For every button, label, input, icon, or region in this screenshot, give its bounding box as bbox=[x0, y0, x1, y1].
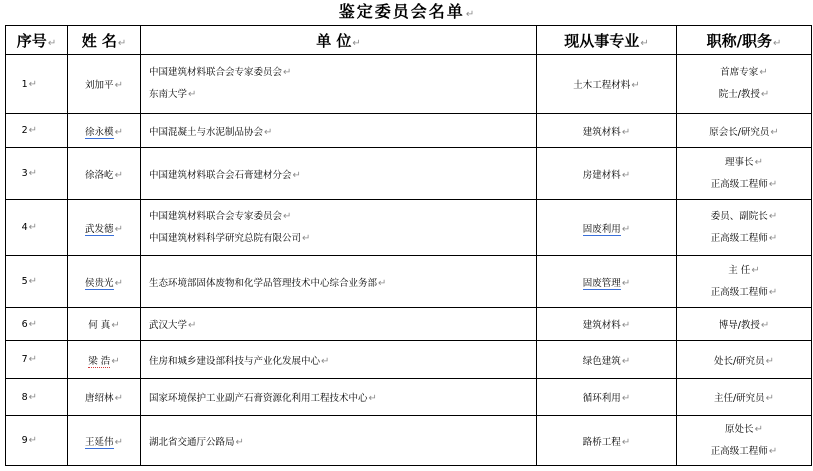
cell-title: 委员、副院长↵ 正高级工程师↵ bbox=[677, 200, 812, 256]
cell-name: 徐洛屹↵ bbox=[68, 148, 141, 200]
cell-name: 王延伟↵ bbox=[68, 416, 141, 466]
cell-seq: 2↵ bbox=[6, 114, 68, 148]
cell-major: 房建材料↵ bbox=[537, 148, 677, 200]
table-row bbox=[6, 308, 812, 341]
cell-name: 刘加平↵ bbox=[68, 55, 141, 114]
header-unit: 单 位↵ bbox=[141, 26, 537, 55]
cell-unit: 中国建筑材料联合会石膏建材分会↵ bbox=[141, 148, 537, 200]
table-row bbox=[6, 416, 812, 466]
cell-title: 主任/研究员↵ bbox=[677, 379, 812, 416]
cell-unit: 中国建筑材料联合会专家委员会↵ 东南大学↵ bbox=[141, 55, 537, 114]
cell-unit: 武汉大学↵ bbox=[141, 308, 537, 341]
cell-seq: 6↵ bbox=[6, 308, 68, 341]
cell-title: 首席专家↵ 院士/教授↵ bbox=[677, 55, 812, 114]
cell-unit: 生态环境部固体废物和化学品管理技术中心综合业务部↵ bbox=[141, 256, 537, 308]
cell-seq: 5↵ bbox=[6, 256, 68, 308]
cell-unit: 中国混凝土与水泥制品协会↵ bbox=[141, 114, 537, 148]
cell-name: 梁 浩↵ bbox=[68, 341, 141, 379]
cell-major: 固废利用↵ bbox=[537, 200, 677, 256]
cell-title: 理事长↵ 正高级工程师↵ bbox=[677, 148, 812, 200]
table-row bbox=[6, 200, 812, 256]
header-name: 姓 名↵ bbox=[68, 26, 141, 55]
cell-name: 唐绍林↵ bbox=[68, 379, 141, 416]
header-title: 职称/职务↵ bbox=[677, 26, 812, 55]
table-row bbox=[6, 341, 812, 379]
cell-title: 原处长↵ 正高级工程师↵ bbox=[677, 416, 812, 466]
cell-name: 武发德↵ bbox=[68, 200, 141, 256]
committee-table bbox=[5, 25, 812, 466]
table-header-row bbox=[6, 26, 812, 55]
cell-name: 何 真↵ bbox=[68, 308, 141, 341]
cell-unit: 住房和城乡建设部科技与产业化发展中心↵ bbox=[141, 341, 537, 379]
header-seq: 序号↵ bbox=[6, 26, 68, 55]
cell-seq: 4↵ bbox=[6, 200, 68, 256]
table-row bbox=[6, 55, 812, 114]
cell-seq: 3↵ bbox=[6, 148, 68, 200]
table-row bbox=[6, 114, 812, 148]
cell-seq: 1↵ bbox=[6, 55, 68, 114]
table-row bbox=[6, 379, 812, 416]
cell-seq: 7↵ bbox=[6, 341, 68, 379]
cell-major: 循环利用↵ bbox=[537, 379, 677, 416]
cell-title: 博导/教授↵ bbox=[677, 308, 812, 341]
cell-name: 侯贵光↵ bbox=[68, 256, 141, 308]
cell-major: 建筑材料↵ bbox=[537, 114, 677, 148]
page-title: 鉴定委员会名单↵ bbox=[338, 2, 475, 21]
cell-seq: 9↵ bbox=[6, 416, 68, 466]
table-row bbox=[6, 256, 812, 308]
cell-title: 处长/研究员↵ bbox=[677, 341, 812, 379]
cell-major: 固废管理↵ bbox=[537, 256, 677, 308]
cell-unit: 湖北省交通厅公路局↵ bbox=[141, 416, 537, 466]
cell-unit: 中国建筑材料联合会专家委员会↵ 中国建筑材料科学研究总院有限公司↵ bbox=[141, 200, 537, 256]
cell-name: 徐永模↵ bbox=[68, 114, 141, 148]
cell-major: 土木工程材料↵ bbox=[537, 55, 677, 114]
cell-title: 原会长/研究员↵ bbox=[677, 114, 812, 148]
cell-title: 主 任↵ 正高级工程师↵ bbox=[677, 256, 812, 308]
cell-major: 路桥工程↵ bbox=[537, 416, 677, 466]
cell-unit: 国家环境保护工业副产石膏资源化利用工程技术中心↵ bbox=[141, 379, 537, 416]
table-row bbox=[6, 148, 812, 200]
cell-seq: 8↵ bbox=[6, 379, 68, 416]
header-major: 现从事专业↵ bbox=[537, 26, 677, 55]
cell-major: 绿色建筑↵ bbox=[537, 341, 677, 379]
cell-major: 建筑材料↵ bbox=[537, 308, 677, 341]
